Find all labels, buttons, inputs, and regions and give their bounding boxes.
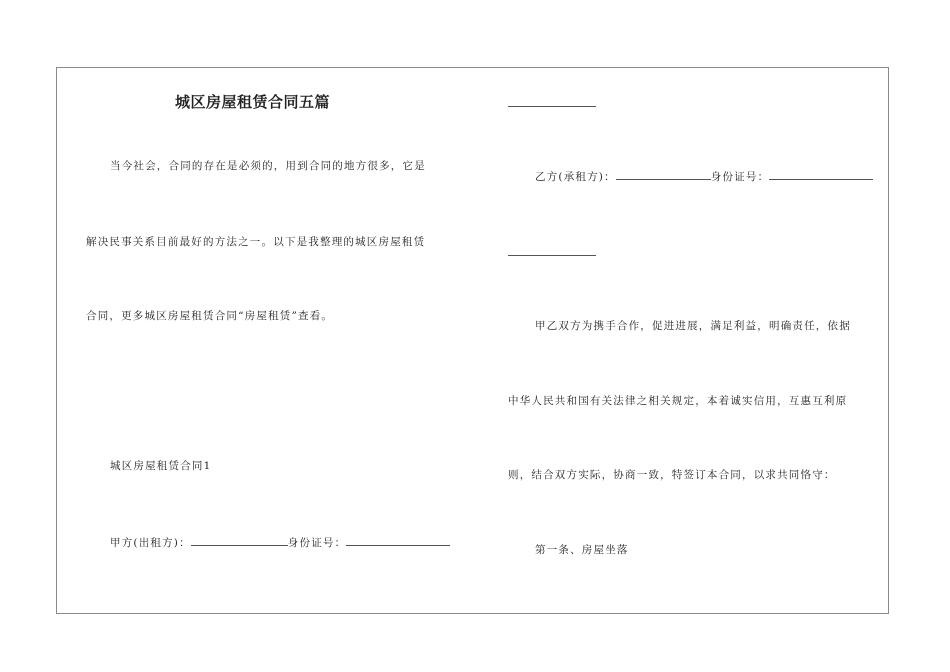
article-1-heading: 第一条、房屋坐落 <box>535 544 629 556</box>
document-title: 城区房屋租赁合同五篇 <box>175 93 331 111</box>
party-a-name-blank <box>191 535 288 546</box>
intro-line-2: 解决民事关系目前最好的方法之一。以下是我整理的城区房屋租赁 <box>86 236 426 248</box>
body-line-2: 中华人民共和国有关法律之相关规定，本着诚实信用，互惠互利原 <box>508 395 848 407</box>
party-b-id-blank <box>769 169 873 180</box>
party-a-label: 甲方(出租方)： <box>110 537 191 549</box>
page-frame <box>56 67 889 614</box>
section-heading: 城区房屋租赁合同1 <box>110 460 212 472</box>
body-line-3: 则，结合双方实际，协商一致，特签订本合同，以求共同恪守： <box>508 469 836 481</box>
party-b-label: 乙方(承租方)： <box>535 171 616 183</box>
party-a-row <box>110 535 450 550</box>
continued-blank-line-1 <box>508 106 596 107</box>
intro-line-1: 当今社会，合同的存在是必须的，用到合同的地方很多，它是 <box>110 160 426 172</box>
body-line-1: 甲乙双方为携手合作，促进进展，满足利益，明确责任，依据 <box>535 320 851 332</box>
party-b-name-blank <box>616 169 711 180</box>
continued-blank-line-2 <box>508 255 596 256</box>
party-b-id-label: 身份证号： <box>710 171 770 183</box>
intro-line-3: 合同，更多城区房屋租赁合同“房屋租赁”查看。 <box>86 310 334 322</box>
party-a-id-label: 身份证号： <box>287 537 347 549</box>
party-b-row <box>535 169 873 184</box>
party-a-id-blank <box>346 535 450 546</box>
